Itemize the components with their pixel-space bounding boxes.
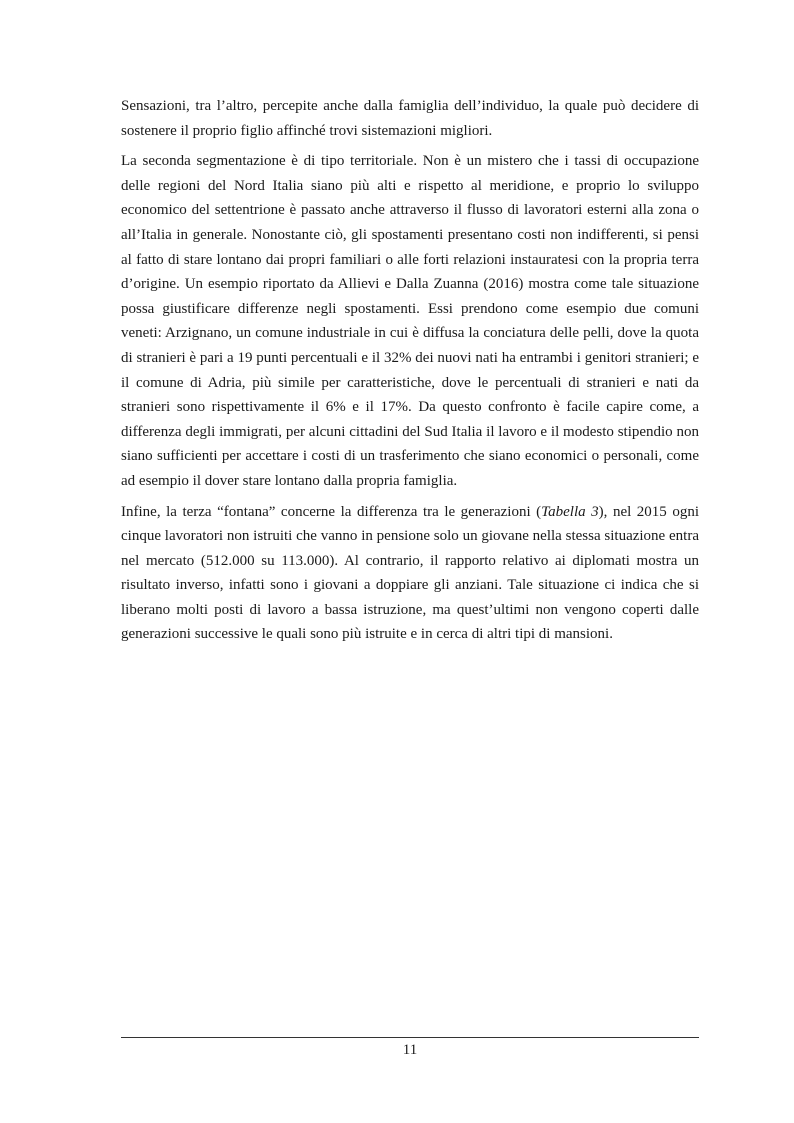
table-reference: Tabella 3 <box>541 503 599 520</box>
paragraph-3 <box>121 500 699 648</box>
paragraph-3-text-before: Infine, la terza “fontana” concerne la differenza tra le generazioni ( <box>121 503 542 520</box>
footer-divider <box>121 1037 699 1038</box>
paragraph-3-text-after: ), nel 2015 ogni cinque lavoratori non istruiti che vanno in pensione solo un giovane nella stessa situazione entra nel mercato (512.000 su 113.000). Al contrario, il rapporto relativo ai diplomati mostra un risultato inverso, infatti sono i giovani a doppiare gli anziani. Tale situazione ci indica che si liberano molti posti di lavoro a bassa istruzione, ma quest’ultimi non vengono coperti dalle generazioni successive le quali sono più istruite e in cerca di altri tipi di mansioni. <box>121 503 699 643</box>
body-text <box>121 94 699 653</box>
paragraph-2: La seconda segmentazione è di tipo territoriale. Non è un mistero che i tassi di occupazione delle regioni del Nord Italia siano più alti e rispetto al meridione, e proprio lo sviluppo economico del settentrione è passato anche attraverso il flusso di lavoratori esterni alla zona o all’Italia in generale. Nonostante ciò, gli spostamenti presentano costi non indifferenti, si pensi al fatto di stare lontano dai propri familiari o alle forti relazioni instauratesi con la propria terra d’origine. Un esempio riportato da Allievi e Dalla Zuanna (2016) mostra come tale situazione possa giustificare differenze negli spostamenti. Essi prendono come esempio due comuni veneti: Arzignano, un comune industriale in cui è diffusa la conciatura delle pelli, dove la quota di stranieri è pari a 19 punti percentuali e il 32% dei nuovi nati ha entrambi i genitori stranieri; e il comune di Adria, più simile per caratteristiche, dove le percentuali di stranieri e nati da stranieri sono rispettivamente il 6% e il 17%. Da questo confronto è facile capire come, a differenza degli immigrati, per alcuni cittadini del Sud Italia il lavoro e il modesto stipendio non siano sufficienti per accettare i costi di un trasferimento che siano economici o personali, come ad esempio il dover stare lontano dalla propria famiglia. <box>121 153 699 489</box>
page-number: 11 <box>402 1042 418 1058</box>
paragraph-1: Sensazioni, tra l’altro, percepite anche dalla famiglia dell’individuo, la quale può decidere di sostenere il proprio figlio affinché trovi sistemazioni migliori. <box>121 98 699 139</box>
